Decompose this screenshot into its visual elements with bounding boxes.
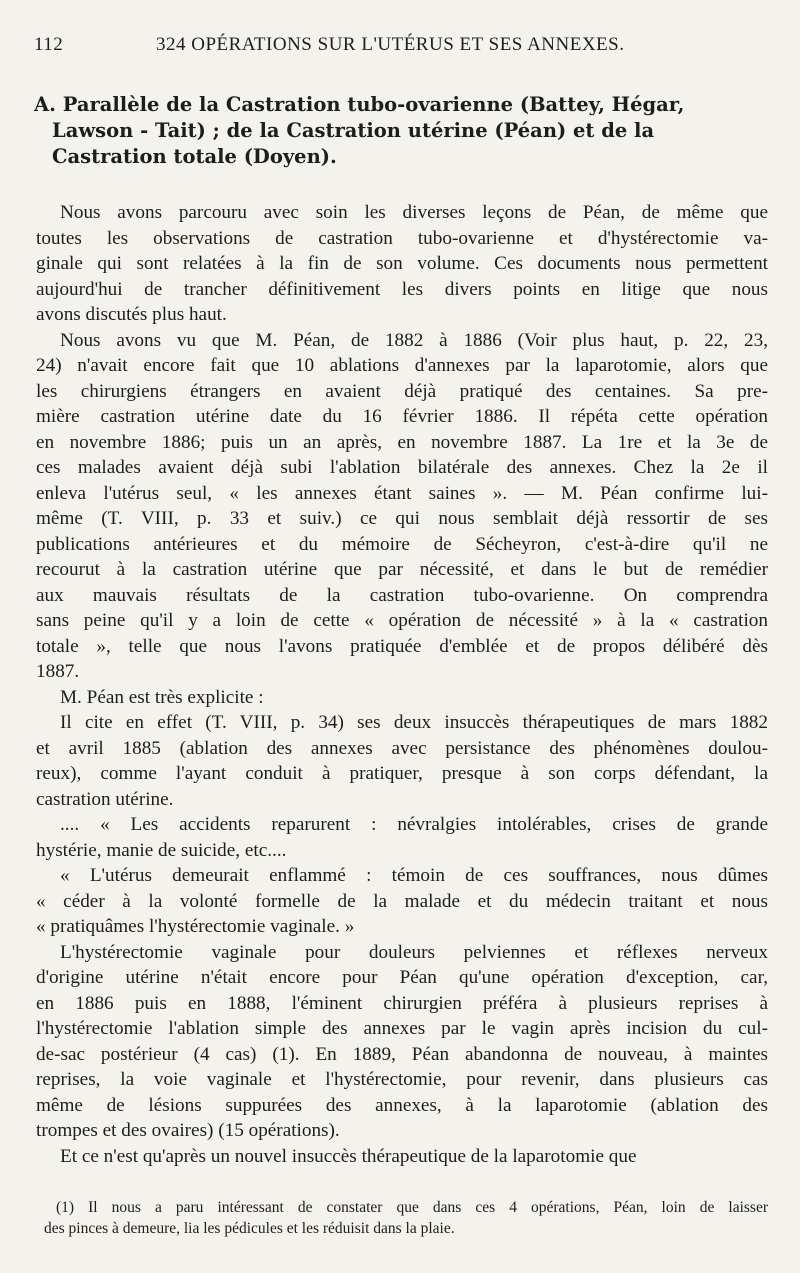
text-line: 1887. <box>36 661 80 682</box>
text-line: Il cite en effet (T. VIII, p. 34) ses deux insuccès thérapeutiques de mars 1882 <box>60 712 768 733</box>
heading-line: Lawson - Tait) ; de la Castration utérine (Péan) et de la <box>52 119 655 142</box>
text-line: Nous avons vu que M. Péan, de 1882 à 1886 (Voir plus haut, p. 22, 23, <box>60 329 768 351</box>
text-line: « L'utérus demeurait enflammé : témoin de ces souffrances, nous dûmes <box>60 865 768 886</box>
text-line: en novembre 1886; puis un an après, en novembre 1887. La 1re et la 3e de <box>36 431 768 453</box>
paragraph-p1 <box>36 200 768 328</box>
body-text <box>36 200 768 1169</box>
text-line: reux), comme l'ayant conduit à pratiquer, presque à son corps défendant, la <box>36 763 768 784</box>
footnote-line: (1) Il nous a paru intéressant de constater que dans ces 4 opérations, Péan, loin de laisser <box>56 1199 768 1216</box>
text-line: L'hystérectomie vaginale pour douleurs pelviennes et réflexes nerveux <box>60 941 768 963</box>
text-line: sans peine qu'il y a loin de cette « opération de nécessité » à la « castration <box>36 610 768 631</box>
text-line: de-sac postérieur (4 cas) (1). En 1889, Péan abandonna de nouveau, à maintes <box>36 1043 768 1065</box>
text-line: aux mauvais résultats de la castration tubo-ovarienne. On comprendra <box>36 584 768 606</box>
text-line: les chirurgiens étrangers en avaient déjà pratiqué des centaines. Sa pre- <box>36 380 768 402</box>
page-number: 112 <box>34 34 64 55</box>
running-title: 324 OPÉRATIONS SUR L'UTÉRUS ET SES ANNEXES. <box>156 34 625 55</box>
text-line: enleva l'utérus seul, « les annexes étant saines ». — M. Péan confirme lui- <box>36 482 768 504</box>
text-line: « céder à la volonté formelle de la malade et du médecin traitant et nous <box>36 890 768 912</box>
paragraph-p7 <box>36 940 768 1144</box>
text-line: aujourd'hui de trancher définitivement les divers points en litige que nous <box>36 278 768 300</box>
text-line: ces malades avaient déjà subi l'ablation bilatérale des annexes. Chez la 2e il <box>36 457 768 478</box>
text-line: l'hystérectomie l'ablation simple des annexes par le vagin après incision du cul- <box>36 1018 768 1039</box>
heading-line: Castration totale (Doyen). <box>52 145 337 168</box>
text-line: totale », telle que nous l'avons pratiquée d'emblée et de propos délibéré dès <box>36 635 768 657</box>
text-line: hystérie, manie de suicide, etc.... <box>36 839 287 861</box>
text-line: recourut à la castration utérine que par nécessité, et dans le but de remédier <box>36 559 768 580</box>
text-line: mière castration utérine date du 16 février 1886. Il répéta cette opération <box>36 406 768 427</box>
text-line: reprises, la voie vaginale et l'hystérectomie, pour revenir, dans plusieurs cas <box>36 1069 768 1090</box>
paragraph-p8 <box>36 1144 768 1170</box>
text-line: toutes les observations de castration tubo-ovarienne et d'hystérectomie va- <box>36 227 768 249</box>
text-line: publications antérieures et du mémoire de Sécheyron, c'est-à-dire qu'il ne <box>36 533 768 555</box>
text-line: en 1886 puis en 1888, l'éminent chirurgien préféra à plusieurs reprises à <box>36 992 768 1014</box>
section-heading <box>34 92 764 170</box>
footnote <box>44 1197 768 1239</box>
paragraph-p4 <box>36 710 768 812</box>
paragraph-p2 <box>36 328 768 685</box>
text-line: même (T. VIII, p. 33 et suiv.) ce qui nous semblait déjà ressortir de ses <box>36 508 768 529</box>
text-line: .... « Les accidents reparurent : névralgies intolérables, crises de grande <box>60 814 768 835</box>
text-line: Nous avons parcouru avec soin les diverses leçons de Péan, de même que <box>60 202 768 223</box>
text-line: ginale qui sont relatées à la fin de son volume. Ces documents nous permettent <box>36 253 768 274</box>
paragraph-p3 <box>36 685 768 711</box>
text-line: trompes et des ovaires) (15 opérations). <box>36 1120 340 1141</box>
text-line: M. Péan est très explicite : <box>60 686 264 708</box>
text-line: d'origine utérine n'était encore pour Péan qu'une opération d'exception, car, <box>36 967 768 988</box>
footnote-line: des pinces à demeure, lia les pédicules et les réduisit dans la plaie. <box>44 1220 455 1237</box>
heading-line: A. Parallèle de la Castration tubo-ovarienne (Battey, Hégar, <box>34 93 685 116</box>
text-line: même de lésions suppurées des annexes, à la laparotomie (ablation des <box>36 1094 768 1116</box>
text-line: Et ce n'est qu'après un nouvel insuccès thérapeutique de la laparotomie que <box>60 1145 637 1167</box>
paragraph-p6 <box>36 863 768 940</box>
paragraph-p5 <box>36 812 768 863</box>
text-line: « pratiquâmes l'hystérectomie vaginale. » <box>36 916 355 937</box>
text-line: et avril 1885 (ablation des annexes avec persistance des phénomènes doulou- <box>36 737 768 759</box>
text-line: castration utérine. <box>36 788 174 810</box>
text-line: avons discutés plus haut. <box>36 304 227 325</box>
text-line: 24) n'avait encore fait que 10 ablations d'annexes par la laparotomie, alors que <box>36 355 768 376</box>
